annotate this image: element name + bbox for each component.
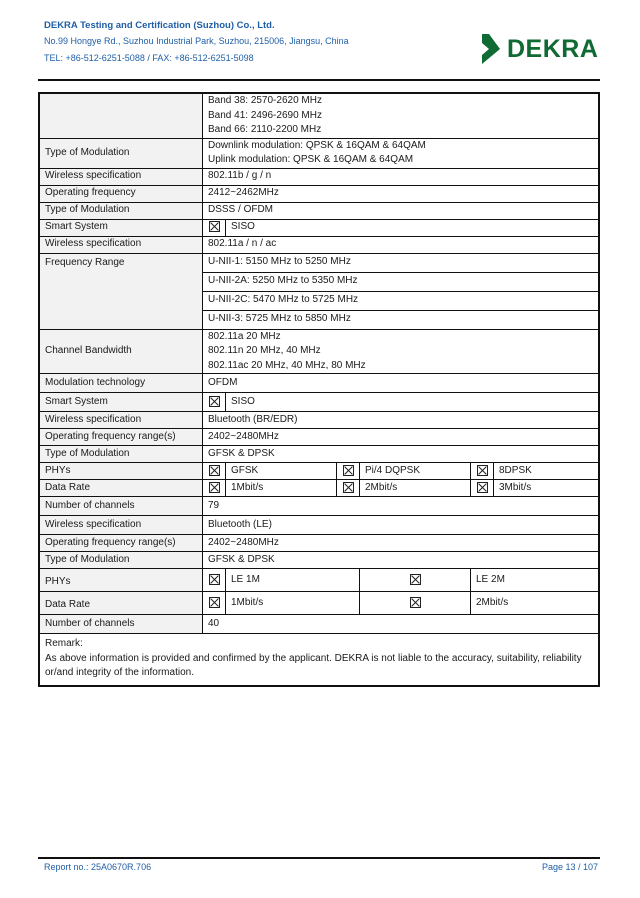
row-value: SISO <box>226 393 600 412</box>
checkbox-cell[interactable] <box>360 569 471 592</box>
table-row <box>39 463 599 480</box>
table-row <box>39 552 599 569</box>
dekra-logo <box>480 33 598 65</box>
lte-bands-label <box>39 93 203 138</box>
table-row <box>39 138 599 168</box>
checked-box-icon <box>410 597 421 608</box>
table-row <box>39 168 599 185</box>
table-row <box>39 412 599 429</box>
checkbox-cell[interactable] <box>471 480 494 497</box>
table-row <box>39 374 599 393</box>
row-value: Bluetooth (LE) <box>203 516 600 535</box>
row-value: Downlink modulation: QPSK & 16QAM & 64QAM Uplink modulation: QPSK & 16QAM & 64QAM <box>203 138 600 168</box>
row-label: Operating frequency range(s) <box>39 535 203 552</box>
checked-box-icon <box>209 597 220 608</box>
row-label: Channel Bandwidth <box>39 329 203 374</box>
row-label: Number of channels <box>39 497 203 516</box>
phy-option: LE 2M <box>471 569 600 592</box>
dekra-logo-text: DEKRA <box>507 35 599 63</box>
row-value: 79 <box>203 497 600 516</box>
row-value: U-NII-2A: 5250 MHz to 5350 MHz <box>203 272 600 291</box>
phy-option: Pi/4 DQPSK <box>360 463 471 480</box>
checkbox-cell[interactable] <box>360 592 471 615</box>
row-value: GFSK & DPSK <box>203 446 600 463</box>
checked-box-icon <box>410 574 421 585</box>
phy-option: 8DPSK <box>494 463 600 480</box>
checked-box-icon <box>343 482 354 493</box>
row-value: 2402~2480MHz <box>203 535 600 552</box>
row-label: Number of channels <box>39 615 203 634</box>
row-value: U-NII-2C: 5470 MHz to 5725 MHz <box>203 291 600 310</box>
table-row <box>39 329 599 374</box>
remark-title: Remark: <box>45 638 83 649</box>
row-label: Operating frequency range(s) <box>39 429 203 446</box>
table-row <box>39 480 599 497</box>
rate-option: 1Mbit/s <box>226 480 337 497</box>
row-label: Wireless specification <box>39 168 203 185</box>
row-label: Data Rate <box>39 592 203 615</box>
row-value: U-NII-3: 5725 MHz to 5850 MHz <box>203 310 600 329</box>
remark-cell <box>39 634 599 686</box>
table-row <box>39 535 599 552</box>
checked-box-icon <box>477 482 488 493</box>
company-address: No.99 Hongye Rd., Suzhou Industrial Park, Suzhou, 215006, Jiangsu, China <box>44 36 349 46</box>
table-row <box>39 429 599 446</box>
row-label: Type of Modulation <box>39 446 203 463</box>
row-value: 802.11a / n / ac <box>203 236 600 253</box>
checked-box-icon <box>209 396 220 407</box>
company-contact: TEL: +86-512-6251-5088 / FAX: +86-512-6251-5098 <box>44 53 254 63</box>
checkbox-cell[interactable] <box>203 569 226 592</box>
table-row <box>39 202 599 219</box>
row-label: Type of Modulation <box>39 138 203 168</box>
checked-box-icon <box>209 482 220 493</box>
rate-option: 3Mbit/s <box>494 480 600 497</box>
rate-option: 2Mbit/s <box>360 480 471 497</box>
phy-option: GFSK <box>226 463 337 480</box>
row-value: 802.11b / g / n <box>203 168 600 185</box>
table-row <box>39 236 599 253</box>
row-value: SISO <box>226 219 600 236</box>
checkbox-cell[interactable] <box>203 592 226 615</box>
checked-box-icon <box>209 465 220 476</box>
checkbox-cell[interactable] <box>471 463 494 480</box>
table-row <box>39 516 599 535</box>
lte-bands-value: Band 38: 2570-2620 MHz Band 41: 2496-2690 MHz Band 66: 2110-2200 MHz <box>203 93 600 138</box>
header-divider <box>38 79 600 81</box>
row-label: Frequency Range <box>39 253 203 329</box>
technical-spec-table <box>38 92 600 687</box>
table-row <box>39 592 599 615</box>
checkbox-cell[interactable] <box>203 219 226 236</box>
page-footer <box>44 862 598 872</box>
table-row <box>39 615 599 634</box>
row-label: Wireless specification <box>39 516 203 535</box>
checked-box-icon <box>343 465 354 476</box>
table-row <box>39 93 599 138</box>
row-value: 2402~2480MHz <box>203 429 600 446</box>
report-number: Report no.: 25A0670R.706 <box>44 862 152 872</box>
table-row <box>39 497 599 516</box>
table-row <box>39 393 599 412</box>
row-label: PHYs <box>39 569 203 592</box>
row-value: GFSK & DPSK <box>203 552 600 569</box>
checkbox-cell[interactable] <box>203 480 226 497</box>
row-value: 802.11a 20 MHz 802.11n 20 MHz, 40 MHz 802.11ac 20 MHz, 40 MHz, 80 MHz <box>203 329 600 374</box>
row-label: Operating frequency <box>39 185 203 202</box>
table-row <box>39 253 599 272</box>
row-label: Type of Modulation <box>39 202 203 219</box>
checked-box-icon <box>477 465 488 476</box>
row-value: U-NII-1: 5150 MHz to 5250 MHz <box>203 253 600 272</box>
checkbox-cell[interactable] <box>337 463 360 480</box>
row-label: Smart System <box>39 393 203 412</box>
row-value: OFDM <box>203 374 600 393</box>
row-value: 40 <box>203 615 600 634</box>
page-number: Page 13 / 107 <box>541 862 598 872</box>
rate-option: 2Mbit/s <box>471 592 600 615</box>
checked-box-icon <box>209 574 220 585</box>
checkbox-cell[interactable] <box>203 463 226 480</box>
row-label: Wireless specification <box>39 236 203 253</box>
row-label: PHYs <box>39 463 203 480</box>
row-value: 2412~2462MHz <box>203 185 600 202</box>
table-row <box>39 634 599 686</box>
table-row <box>39 569 599 592</box>
checkbox-cell[interactable] <box>337 480 360 497</box>
row-value: Bluetooth (BR/EDR) <box>203 412 600 429</box>
table-row <box>39 219 599 236</box>
row-label: Wireless specification <box>39 412 203 429</box>
table-row <box>39 185 599 202</box>
table-row <box>39 446 599 463</box>
row-label: Smart System <box>39 219 203 236</box>
checkbox-cell[interactable] <box>203 393 226 412</box>
dekra-arrow-icon <box>480 33 502 65</box>
row-label: Data Rate <box>39 480 203 497</box>
row-value: DSSS / OFDM <box>203 202 600 219</box>
row-label: Type of Modulation <box>39 552 203 569</box>
row-label: Modulation technology <box>39 374 203 393</box>
phy-option: LE 1M <box>226 569 360 592</box>
rate-option: 1Mbit/s <box>226 592 360 615</box>
checked-box-icon <box>209 221 220 232</box>
remark-text: As above information is provided and confirmed by the applicant. DEKRA is not liable to the accuracy, suitability, reliability or/and integrity of the information. <box>45 652 582 678</box>
company-name: DEKRA Testing and Certification (Suzhou) Co., Ltd. <box>44 20 275 31</box>
footer-divider <box>38 857 600 859</box>
